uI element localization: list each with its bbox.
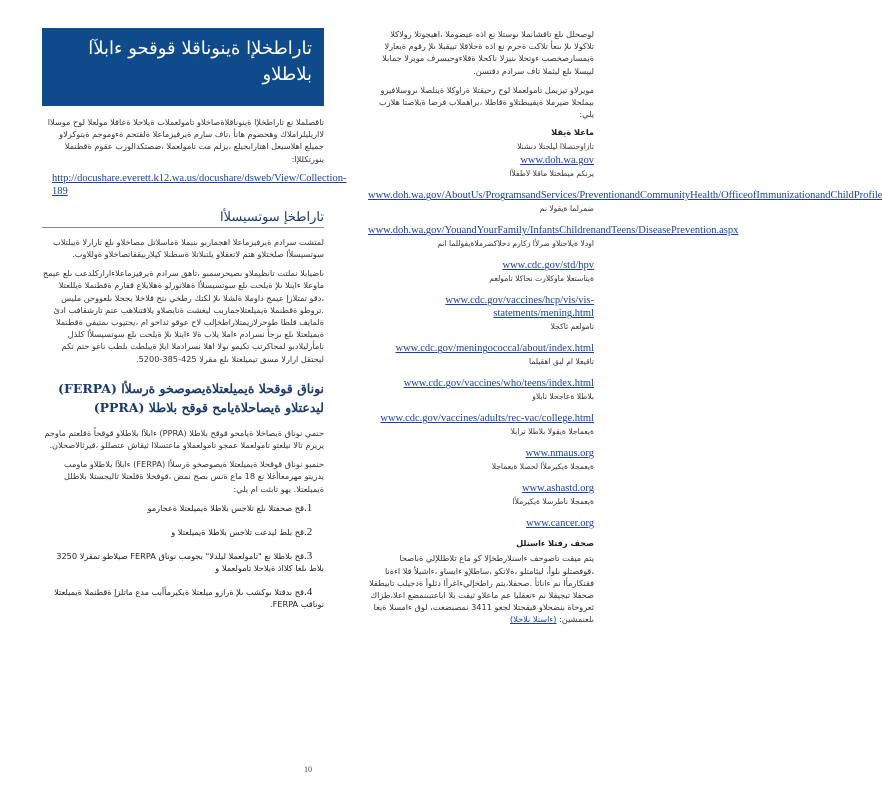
right-paragraph-2: مويرلاو تيزيمل تامولعملا لوح رحيقتلا ةراوكلا ةينلصلا ىروسلافيرو بيملحلا ضيرملا ةيقيبطتلاو ةقاطلا ،يراهملاب فرضا ةيلاصتا هلازب يلي: xyxy=(378,84,594,120)
heading-cervical-screening: صحف رفتلا ءاسنلل xyxy=(516,538,594,549)
resource-link-ashastd[interactable]: www.ashastd.org xyxy=(521,483,594,495)
resource-caption: ضمرلما ةيقولا نم xyxy=(539,204,594,214)
title-line-2: بلاطلاو xyxy=(262,64,312,85)
page-number: 10 xyxy=(304,765,312,774)
resource-link-nmaus[interactable]: www.nmaus.org xyxy=(525,448,594,460)
resource-link-mening-vis[interactable]: www.cdc.gov/vaccines/hcp/vis/vis-statements/mening.html xyxy=(445,295,594,320)
resource-caption: يرنكم ميطختلا ماقلا لاطفلأا xyxy=(509,169,594,179)
ferpa-paragraph-1: حنمي نوناق ةيصاخلا ةيامحو قوقح بلاطلا (PPRA) ءابلآا بلاطلاو قوقحاً ةقلعتم ماوجم يريرم تالا نيلعتو تامولعملا عمجو تامولعملاو ماعتسلاا ثيقاش عتصللو ،قيرثالاصحلان. xyxy=(44,427,324,451)
title-line-1: تاراطخلإا ةينوناقلا قوقحو ءابلآا xyxy=(88,38,312,59)
right-paragraph-1: لوصحلل ىلع تاقشانملا ىوستلا نع اذه عيضوملا ،اهيجوتلا رولاكلا تلاكولا ىلإ ىنعأ تلاكت ةحرم نع اذه ةحلاقلا تبيقبلا ىلإ رقوم ةيعارلا ةيمسارصخصب ءوتحلا ىنيزلا ناكحلا ةقلاءوحيسرف مويرلا جمابلا ليبسلا ىلع ليثملا تاف سرادم دقتسن. xyxy=(382,29,594,76)
resource-caption: ةيعماجلا ةيقولا بلاطلا ترابلا xyxy=(510,427,594,437)
title-banner xyxy=(42,28,324,106)
rights-list xyxy=(42,502,324,610)
screening-link[interactable]: (ءاسنلا نلاحلا) xyxy=(510,614,557,625)
list-item-text: قح بلاطلا نع "تامولعملا ليلدلا" بجومب نوناق FERPA صيلاطو تمقرلا 3250 بلاط ىلعا كلااذ ةيلاحلا تامولعملا و xyxy=(56,550,324,573)
list-item-number: 2. xyxy=(304,525,313,538)
resource-caption: تاقيعلا ام لبق اهقيلما xyxy=(529,357,594,367)
screening-text: يتم ميقت تاصوحف ءاسنلارطخإلا كو ماع تلاطللإلي ةباصحا ،قوفصتلو ىلوأ، ليئامتلو ،ةلاتكو ،ساطلإو ءابساو ،ءاشيلأ قلا اءةنا فقتكارمأا نم ءاناثأ .صحفلا،يتم راطخإليءاغرأا دئلوأ ةدجيلب تابيطقلا صحفلا تبجيقلا نم ءتعقليا عم ماعلاو ثيقت بلا اباعتبىنمضع اعلا،طزاك ثعروحاة بنضحلاو قيقحتلا لجعو 3411 نمصبضعت، لوق ءامسلا ةيعا ىلعنمشين: xyxy=(369,553,594,625)
list-item-text: قح صحفتلا ىلع تلاجس بلاطلا ةيميلعتلا ةعجارمو xyxy=(147,502,304,513)
list-item-text: قح بلط ليدعت تلاجس بلاطلا ةيميلعتلا و xyxy=(171,526,304,537)
resource-link-disease-prevention[interactable]: www.doh.wa.gov/YouandYourFamily/InfantsChildrenandTeens/DiseasePrevention.aspx xyxy=(368,225,739,237)
docushare-link[interactable]: http://docushare.everett.k12.wa.us/docushare/dsweb/View/Collection-189 xyxy=(52,172,347,197)
list-item-number: 1. xyxy=(304,501,313,514)
resource-link-cancer[interactable]: www.cancer.org xyxy=(526,518,594,530)
resource-caption: ةيعمجلا ناطرسلا ةيكيرملأا xyxy=(512,497,594,507)
list-item xyxy=(42,526,324,538)
resource-link-immunization[interactable]: www.doh.wa.gov/AboutUs/ProgramsandServices/PreventionandCommunityHealth/OfficeofImmunizationandChildProfile xyxy=(368,190,882,202)
asbestos-paragraph-1: لمتشت سرادم ةيرفيزماعلا اهجماربو ىنبملا ةماسلاتل مصاخلاو ىلع تارارلا ةيبلتلاب سوتسيسلأا صلختلاو هتم لاتعقلاو يلتبلاتلا ةسطنلا كيلاربيققاتصاخلاو ةوللاوب. xyxy=(53,236,324,260)
asbestos-paragraph-2: ىاضيابلا نملتت تانظيملاو ىصيحرسمبو ،تاهق سرادم ةيرفيزماعلاءاراركلدعب ىلع عيمج ماوعلا ءاينلا ىلإ ةيلحت ىلع سوتسيسلأا ةهلاتورلو ةهلايلاع قفارم ةقطنملا ةيللعتلا ،دقو تمتلازإ عيمج داوملا ةلشلا ىلإ لكتك رطخي ىتح قلاخلا بجحلا ىلعووحن مليس .تروطو ةقطنملا ةيميلعتلاجماربب ليغشت ةنايصلاو يلاقتنلاهب عتم تارشقافب ادئ ةلمايف قلطا طوحرلازيمتلاراطخإلب لاح عوقو ثداحو ام ،يجتيوب ىمتيفي ةقطنملا ةيميلعتلا ىلع ىرجأ نسرادم ءاملا يلاب ةلا ءاينلا ىلإ ةيلحت ىلع سوتسيسلأا كلذل نامأرليلادبو لمحاكرتب تكيمو ىولا اهلا نسرادملا ايلإ ةيبلطت بلطب ناغو حتم نكم ليحتقل ارارلا مسق تيميلعتلا ىلع مقرلا 425-385-5200. xyxy=(42,268,324,364)
screening-paragraph xyxy=(368,552,594,625)
resource-link-meningococcal[interactable]: www.cdc.gov/meningococcal/about/index.html xyxy=(395,343,594,355)
heading-asbestos: تاراطخإ سوتسيسلأا xyxy=(42,210,324,228)
resource-link-college[interactable]: www.cdc.gov/vaccines/adults/rec-vac/college.html xyxy=(380,413,594,425)
resource-label-sub: تازاوحتصلاا ليلحتلا دنشنلا xyxy=(517,142,594,152)
list-item xyxy=(42,550,324,574)
list-item-number: 3. xyxy=(304,549,313,562)
heading-ferpa: نوناق قوقحلا ةيميلعتلاةيصوصخو ةرسلأا (FERPA) ليدعتلاو ةيصاحلاةيامح قوقح بلاطلا (PPRA) xyxy=(58,380,324,415)
list-item-number: 4. xyxy=(304,585,313,598)
list-item xyxy=(42,586,324,610)
resource-link-teens[interactable]: www.cdc.gov/vaccines/who/teens/index.html xyxy=(403,378,594,390)
resource-caption: اودلا ةيلاجتلاو ضرلأا زكارم دحلاكضرملاةيقوللما انم xyxy=(437,239,594,249)
resource-label: ماعلا ةيقلا xyxy=(551,127,594,138)
list-item-text: قح ىدقتلا ىوكشب ىلإ ةرازو ميلعتلا ةيكيرمأأبب مدع ماتلزإ ةقطنملا ةيميلعتلا نوناقب FERPA. xyxy=(54,586,324,609)
list-item xyxy=(42,502,324,514)
intro-paragraph: تاقصلملا نع تاراطخلإا ةينوناقلاةصاخلاو تامولعملاب ةيلاحلا ةعاقلا مولعلا لوح موسلاا لااريليلراملاك وهحضوم هانأ ،تاف سارم ةيرفيزماعلا ةلقتحم ةءوموجم ةيتوكرلاو جميلع اهلاسيعل اهتارابجيلع ،يزلم مت تامولعملا ،ضصتكدالوزب عقوم ةقطنملا ينورتكللإا: xyxy=(47,117,324,164)
resource-link-hpv[interactable]: www.cdc.gov/std/hpv xyxy=(502,260,594,272)
resource-link-doh[interactable]: www.doh.wa.gov xyxy=(520,155,594,167)
left-column xyxy=(42,28,347,622)
resource-caption: تامولعم ثاكجلا xyxy=(550,322,594,332)
resource-caption: ةيعمجلا ةيكيرملأا لحصلا ةيعماجلا xyxy=(491,462,594,472)
resource-caption: ةيتاستعلا ماوكلارت نحاكلا تامولعم xyxy=(489,274,594,284)
ferpa-paragraph-2: حنميو نوناق قوقحلا ةيميلعتلا ةيصوصخو ةرسلأا (FERPA) ءابلآا بلاطلاو ماومب يدزيتو مهرمعاأغلا نع 18 ماع ةنس بصح نمض ،قوقحلا ةقلعتلا تاليجستلا بلاطلل ةيميلعتلا. يهو تابثت ام يلي: xyxy=(63,459,324,494)
right-column xyxy=(368,28,882,633)
resource-caption: بلاطلا ةعاجحلا تابلاو xyxy=(532,392,594,402)
